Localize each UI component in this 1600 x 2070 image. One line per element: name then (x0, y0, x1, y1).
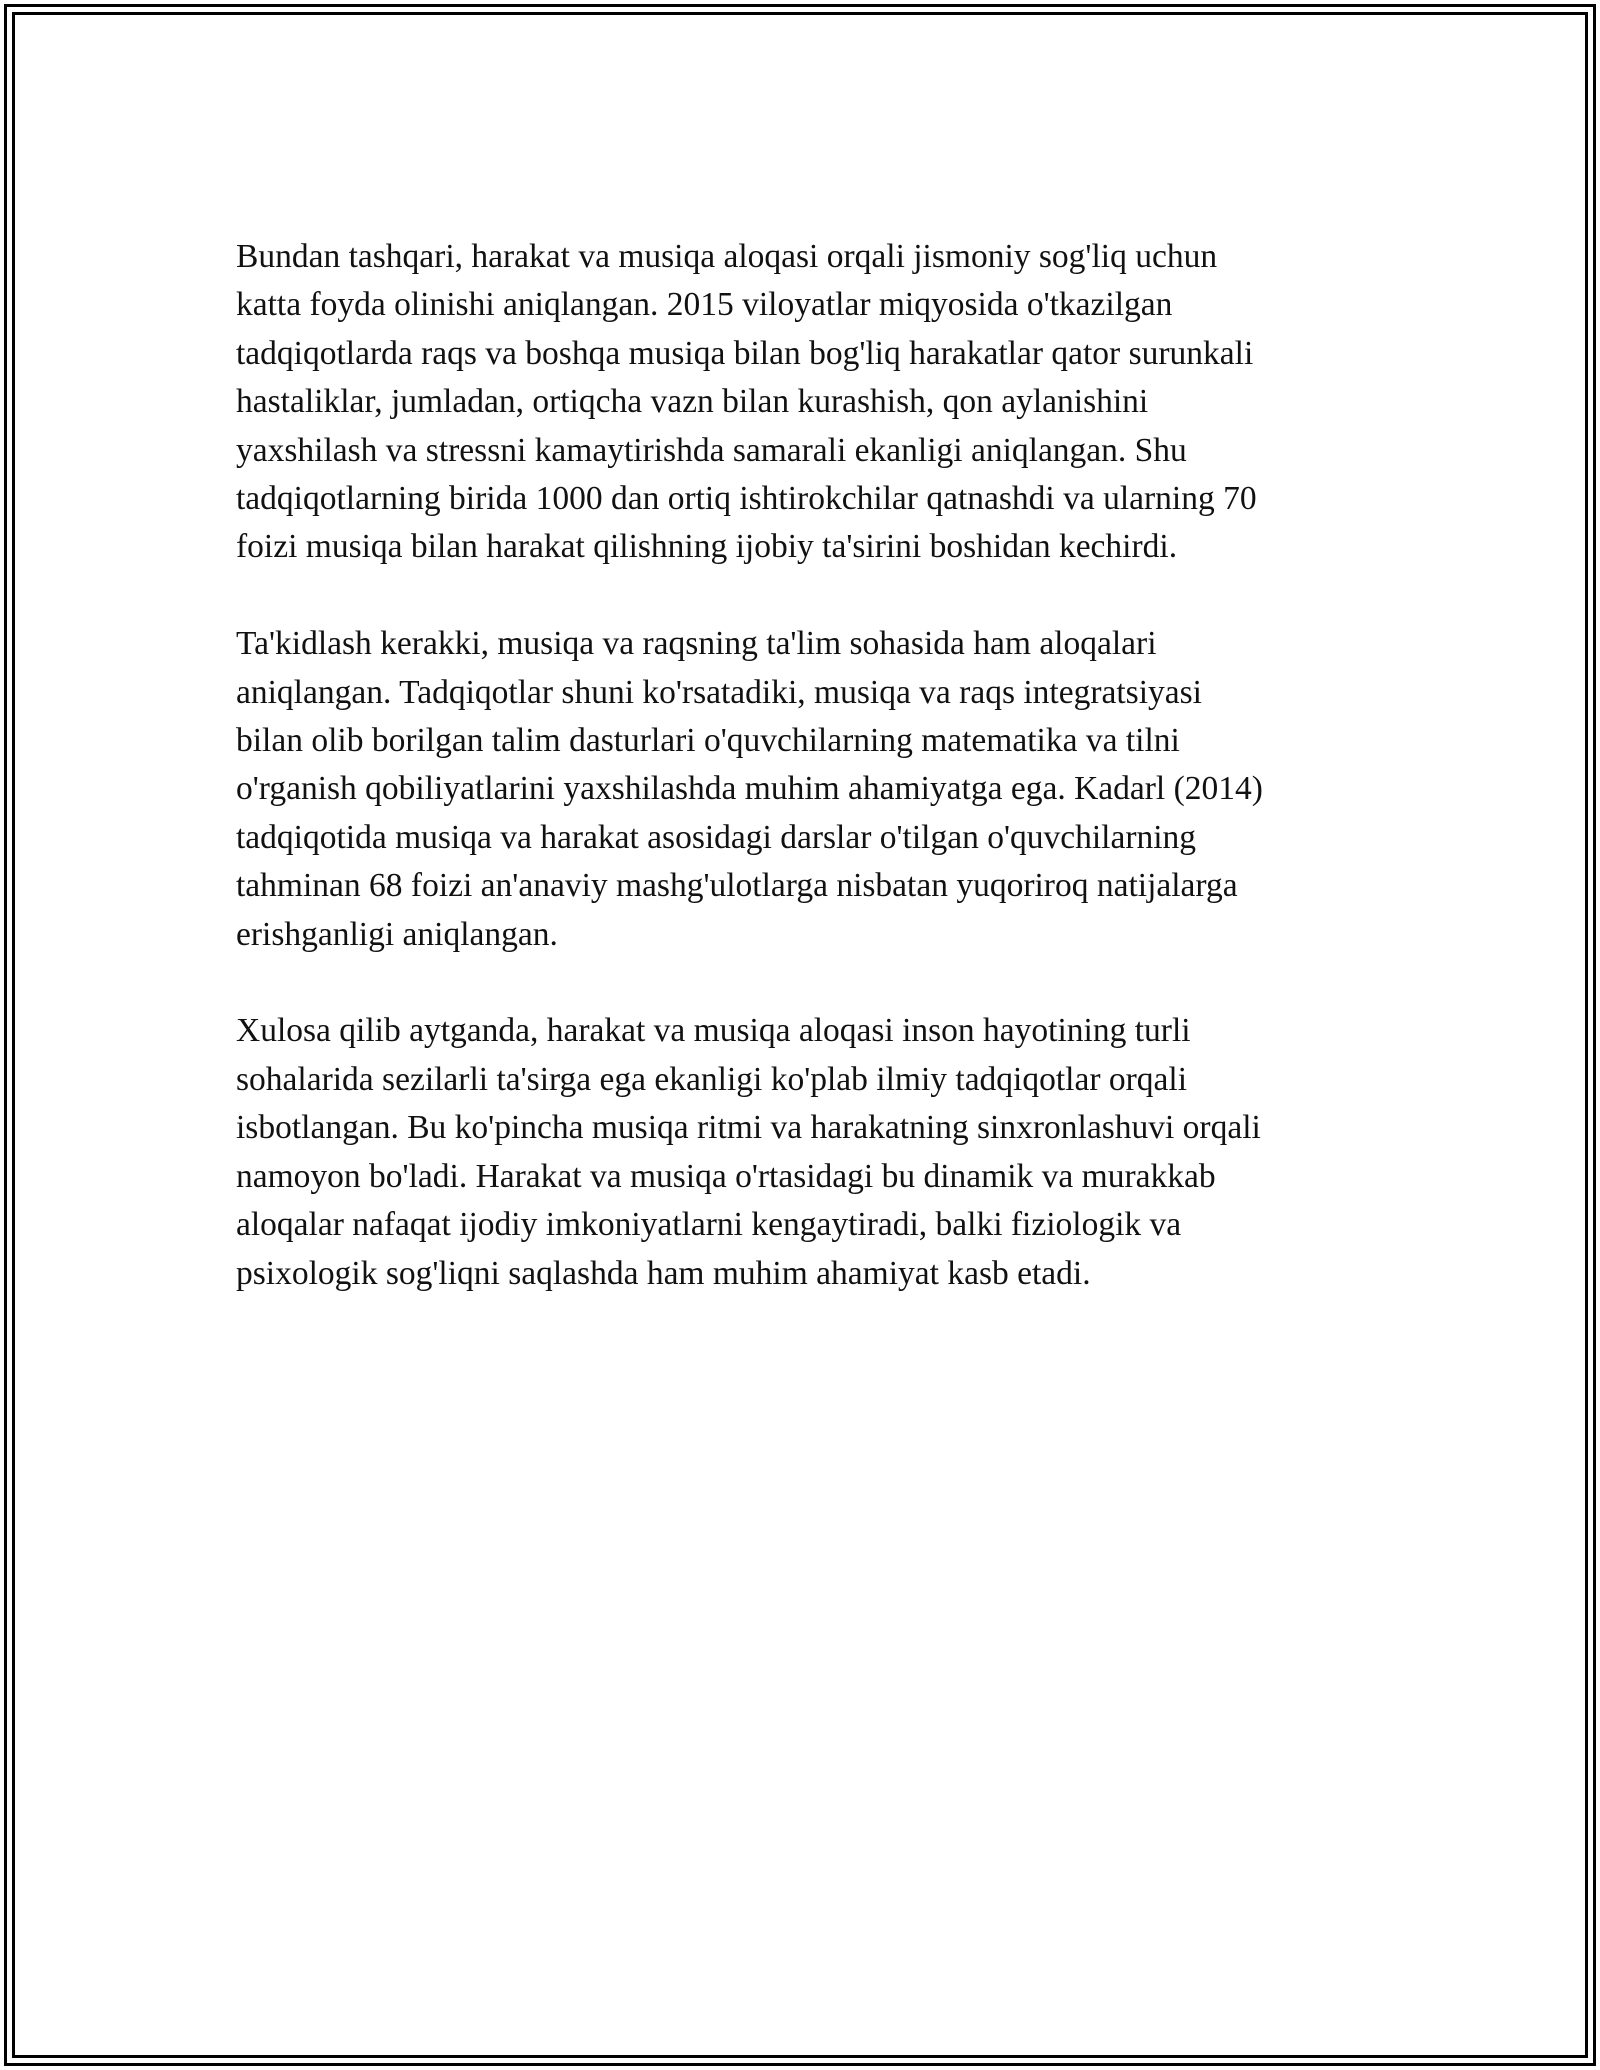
text-line: namoyon bo'ladi. Harakat va musiqa o'rtasidagi bu dinamik va murakkab (236, 1157, 1216, 1195)
text-line: psixologik sog'liqni saqlashda ham muhim ahamiyat kasb etadi. (236, 1254, 1091, 1292)
text-line: hastaliklar, jumladan, ortiqcha vazn bilan kurashish, qon aylanishini (236, 383, 1149, 421)
text-line: Xulosa qilib aytganda, harakat va musiqa aloqasi inson hayotining turli (236, 1012, 1191, 1050)
text-line: tadqiqotida musiqa va harakat asosidagi darslar o'tilgan o'quvchilarning (236, 818, 1197, 856)
paragraph-2 (236, 620, 1376, 959)
text-line: aniqlangan. Tadqiqotlar shuni ko'rsatadiki, musiqa va raqs integratsiyasi (236, 673, 1202, 711)
text-line: tahminan 68 foizi an'anaviy mashg'ulotlarga nisbatan yuqoriroq natijalarga (236, 867, 1238, 905)
text-line: aloqalar nafaqat ijodiy imkoniyatlarni kengaytiradi, balki fiziologik va (236, 1206, 1182, 1244)
text-line: isbotlangan. Bu ko'pincha musiqa ritmi va harakatning sinxronlashuvi orqali (236, 1109, 1261, 1147)
text-line: tadqiqotlarda raqs va boshqa musiqa bilan bog'liq harakatlar qator surunkali (236, 334, 1254, 372)
paragraph-3 (236, 1007, 1376, 1297)
text-line: katta foyda olinishi aniqlangan. 2015 viloyatlar miqyosida o'tkazilgan (236, 286, 1173, 324)
text-line: Bundan tashqari, harakat va musiqa aloqasi orqali jismoniy sog'liq uchun (236, 238, 1218, 275)
text-line: bilan olib borilgan talim dasturlari o'quvchilarning matematika va tilni (236, 722, 1180, 760)
paragraph-1 (236, 233, 1376, 572)
text-line: o'rganish qobiliyatlarini yaxshilashda muhim ahamiyatga ega. Kadarl (2014) (236, 770, 1263, 808)
text-line: Ta'kidlash kerakki, musiqa va raqsning ta'lim sohasida ham aloqalari (236, 625, 1157, 663)
document-body (236, 233, 1376, 1346)
text-line: yaxshilash va stressni kamaytirishda samarali ekanligi aniqlangan. Shu (236, 431, 1187, 469)
text-line: tadqiqotlarning birida 1000 dan ortiq ishtirokchilar qatnashdi va ularning 70 (236, 480, 1257, 518)
text-line: foizi musiqa bilan harakat qilishning ijobiy ta'sirini boshidan kechirdi. (236, 528, 1178, 566)
text-line: sohalarida sezilarli ta'sirga ega ekanligi ko'plab ilmiy tadqiqotlar orqali (236, 1060, 1188, 1098)
text-line: erishganligi aniqlangan. (236, 915, 558, 953)
